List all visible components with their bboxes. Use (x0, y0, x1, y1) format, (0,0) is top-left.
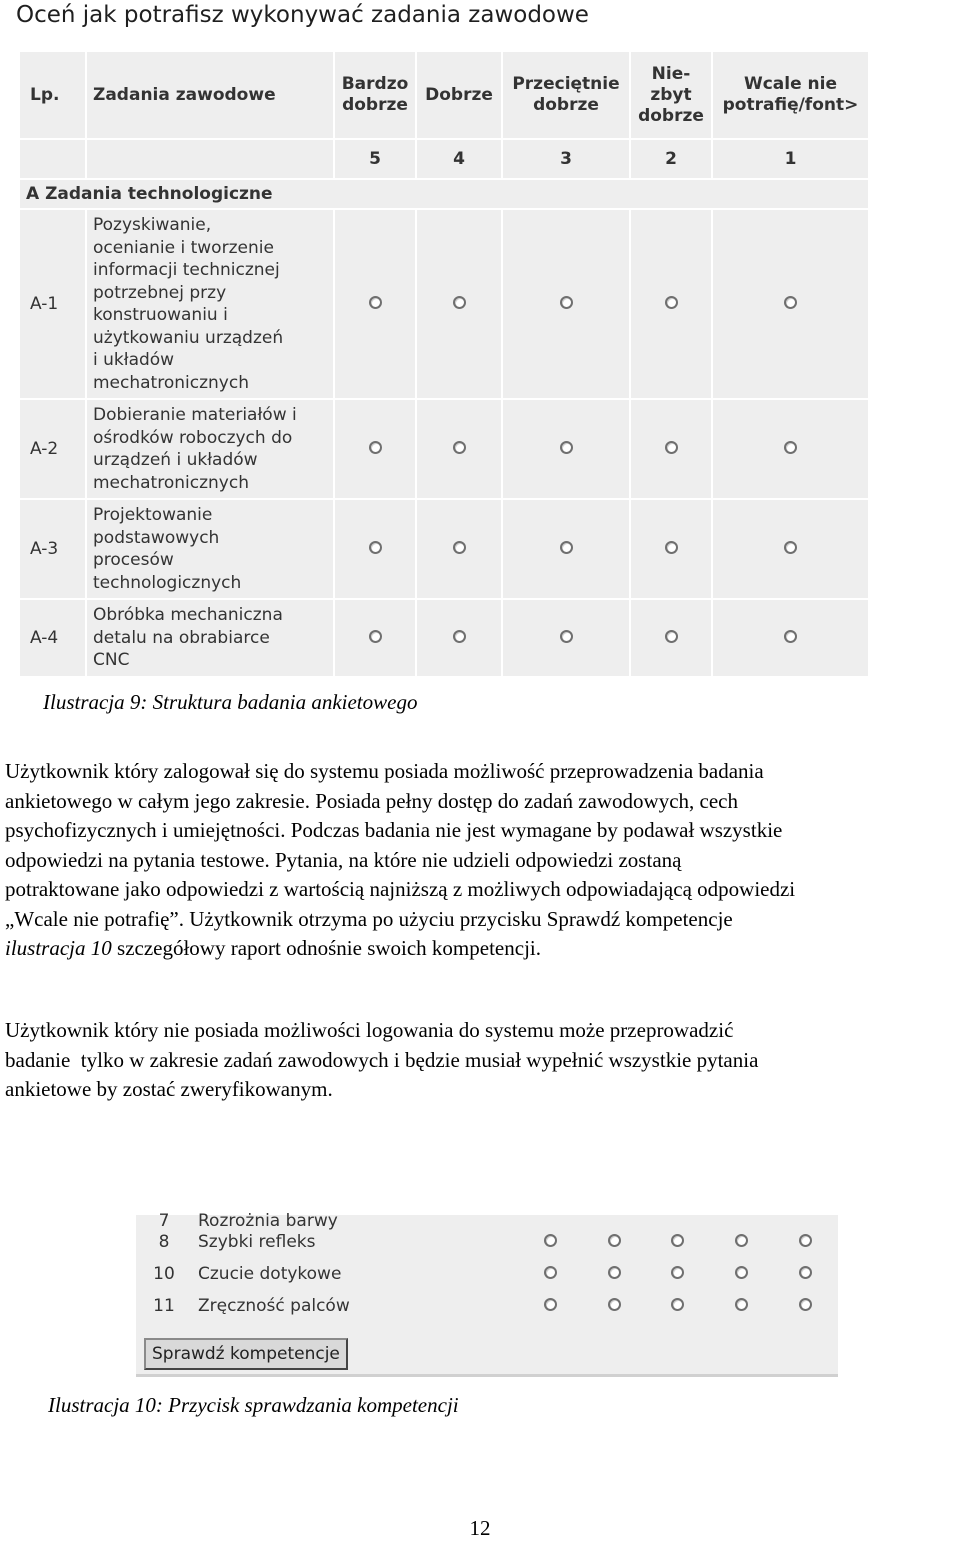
figure-reference: ilustracja 10 (5, 936, 112, 960)
table-row: 8 Szybki refleks (138, 1227, 836, 1257)
radio-a2-1[interactable] (784, 441, 797, 454)
row-task: Pozyskiwanie, ocenianie i tworzenie informacji technicznej potrzebnej przy konstruowaniu i użytkowaniu urządzeń i układów mechatronicznych (87, 210, 333, 398)
radio-a1-2[interactable] (665, 296, 678, 309)
radio-a3-4[interactable] (453, 541, 466, 554)
header-level-1: Wcale nie potrafię/font> (713, 52, 868, 138)
row-lp: A-3 (20, 500, 85, 598)
radio-8-1[interactable] (799, 1234, 812, 1247)
radio-11-2[interactable] (735, 1298, 748, 1311)
radio-a1-1[interactable] (784, 296, 797, 309)
header-level-5: Bardzo dobrze (335, 52, 415, 138)
survey-table (18, 50, 870, 678)
check-competences-screenshot (136, 1211, 838, 1377)
radio-11-1[interactable] (799, 1298, 812, 1311)
traits-table: 7 Rozrożnia barwy 8 Szybki refleks 10 Czucie dotykowe 11 Zręczność palców (136, 1215, 838, 1323)
header-lp: Lp. (20, 52, 85, 138)
radio-a2-2[interactable] (665, 441, 678, 454)
radio-a4-5[interactable] (369, 630, 382, 643)
paragraph-2: Użytkownik który nie posiada możliwości logowania do systemu może przeprowadzić badanie tylko w zakresie zadań zawodowych i będzie musiał wypełnić wszystkie pytania ankietowe by zostać zweryfikowanym. (5, 1018, 759, 1101)
header-level-3: Przeciętnie dobrze (503, 52, 629, 138)
radio-a3-2[interactable] (665, 541, 678, 554)
radio-11-5[interactable] (544, 1298, 557, 1311)
divider (136, 1374, 838, 1377)
radio-11-3[interactable] (671, 1298, 684, 1311)
table-row (20, 210, 868, 398)
row-task: Projektowanie podstawowych procesów technologicznych (87, 500, 333, 598)
radio-8-3[interactable] (671, 1234, 684, 1247)
radio-8-5[interactable] (544, 1234, 557, 1247)
radio-a2-5[interactable] (369, 441, 382, 454)
radio-a3-1[interactable] (784, 541, 797, 554)
section-heading: A Zadania technologiczne (20, 180, 868, 208)
radio-10-2[interactable] (735, 1266, 748, 1279)
figure-9-caption: Ilustracja 9: Struktura badania ankietowego (43, 690, 418, 714)
row-task: Dobieranie materiałów i ośrodków roboczych do urządzeń i układów mechatronicznych (87, 400, 333, 498)
radio-a4-3[interactable] (560, 630, 573, 643)
radio-10-4[interactable] (608, 1266, 621, 1279)
row-lp: A-1 (20, 210, 85, 398)
radio-a1-5[interactable] (369, 296, 382, 309)
row-task: Obróbka mechaniczna detalu na obrabiarce CNC (87, 600, 333, 676)
radio-11-4[interactable] (608, 1298, 621, 1311)
radio-a2-3[interactable] (560, 441, 573, 454)
table-row: 10 Czucie dotykowe (138, 1259, 836, 1289)
radio-8-4[interactable] (608, 1234, 621, 1247)
row-lp: A-2 (20, 400, 85, 498)
header-level-4: Dobrze (417, 52, 501, 138)
score-5: 5 (335, 140, 415, 178)
paragraph-1: Użytkownik który zalogował się do systemu posiada możliwość przeprowadzenia badania ankietowego w całym jego zakresie. Posiada pełny dostęp do zadań zawodowych, cech psychofizycznych i umiejętności. Podczas badania nie jest wymagane by podawał wszystkie odpowiedzi na pytania testowe. Pytania, na które nie udzieli odpowiedzi zostaną potraktowane jako odpowiedzi z wartością najniższą z możliwych odpowiadającą odpowiedzi „Wcale nie potrafię”. Użytkownik otrzyma po użyciu przycisku Sprawdź kompetencje ilustracja 10 szczegółowy raport odnośnie swoich kompetencji. (5, 759, 796, 960)
radio-10-3[interactable] (671, 1266, 684, 1279)
radio-10-5[interactable] (544, 1266, 557, 1279)
radio-a2-4[interactable] (453, 441, 466, 454)
radio-8-2[interactable] (735, 1234, 748, 1247)
header-level-2: Nie- zbyt dobrze (631, 52, 711, 138)
radio-a3-5[interactable] (369, 541, 382, 554)
survey-title: Oceń jak potrafisz wykonywać zadania zawodowe (16, 2, 589, 28)
score-1: 1 (713, 140, 868, 178)
radio-a3-3[interactable] (560, 541, 573, 554)
table-row (20, 500, 868, 598)
radio-a4-1[interactable] (784, 630, 797, 643)
radio-a1-4[interactable] (453, 296, 466, 309)
table-row: 11 Zręczność palców (138, 1291, 836, 1321)
radio-10-1[interactable] (799, 1266, 812, 1279)
radio-a4-4[interactable] (453, 630, 466, 643)
row-lp: A-4 (20, 600, 85, 676)
table-row (20, 400, 868, 498)
page-number: 12 (469, 1516, 491, 1540)
score-3: 3 (503, 140, 629, 178)
radio-a1-3[interactable] (560, 296, 573, 309)
check-competences-button[interactable]: Sprawdź kompetencje (144, 1338, 348, 1370)
figure-10-caption: Ilustracja 10: Przycisk sprawdzania kompetencji (48, 1393, 459, 1417)
table-row (20, 600, 868, 676)
survey-screenshot (14, 0, 870, 670)
score-4: 4 (417, 140, 501, 178)
score-2: 2 (631, 140, 711, 178)
radio-a4-2[interactable] (665, 630, 678, 643)
header-task: Zadania zawodowe (87, 52, 333, 138)
